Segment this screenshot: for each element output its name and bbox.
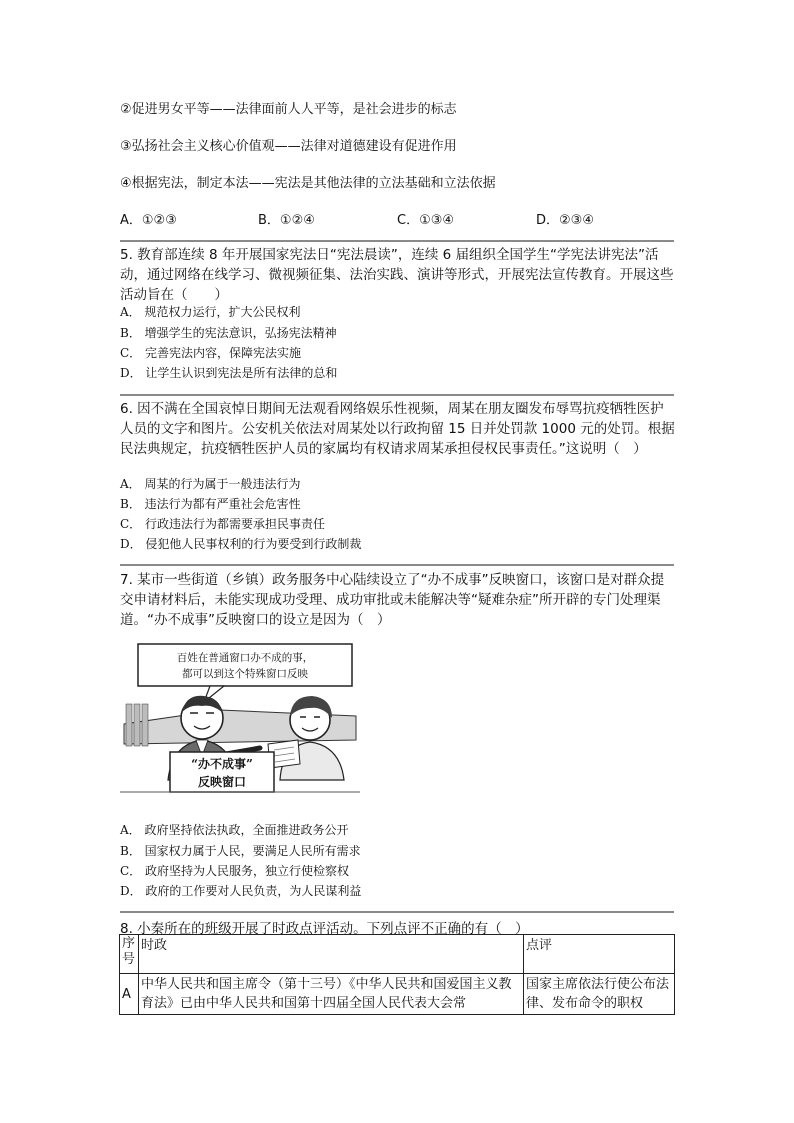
q8-stem: 8. 小秦所在的班级开展了时政点评活动。下列点评不正确的有（ ） — [120, 921, 529, 937]
q6-stem: 6. 因不满在全国哀悼日期间无法观看网络娱乐性视频，周某在朋友圈发布辱骂抗疫牺牲医护人员的文字和图片。公安机关依法对周某处以行政拘留 15 日并处罚款 1000 元的处罚。根据民法典规定，抗疫牺牲医护人员的家属均有权请求周某承担侵权民事责任。”这说明（ ） — [120, 401, 675, 457]
q7-option-d[interactable]: D． 政府的工作要对人民负责，为人民谋利益 — [120, 884, 362, 898]
q5-option-d[interactable]: D． 让学生认识到宪法是所有法律的总和 — [120, 366, 338, 380]
q7-option-a[interactable]: A． 政府坚持依法执政，全面推进政务公开 — [120, 823, 349, 837]
q6-option-c[interactable]: C． 行政违法行为都需要承担民事责任 — [120, 517, 325, 531]
q4-choice-a[interactable]: A．①②③ — [120, 213, 177, 228]
row-event: 中华人民共和国主席令（第十三号）《中华人民共和国爱国主义教育法》已由中华人民共和国第十四届全国人民代表大会常 — [139, 974, 524, 1015]
header-event: 时政 — [139, 935, 524, 974]
q4-choice-b[interactable]: B．①②④ — [258, 213, 315, 228]
cartoon-illustration — [120, 640, 360, 798]
q4-item-2: ②促进男女平等——法律面前人人平等，是社会进步的标志 — [120, 102, 457, 117]
q6-option-d[interactable]: D． 侵犯他人民事权利的行为要受到行政制裁 — [120, 537, 362, 551]
q4-choice-d[interactable]: D．②③④ — [536, 213, 594, 228]
cartoon-sign-line-2: 反映窗口 — [197, 775, 247, 789]
q5-option-c[interactable]: C． 完善宪法内容，保障宪法实施 — [120, 346, 301, 360]
q6-option-a[interactable]: A． 周某的行为属于一般违法行为 — [120, 477, 301, 491]
row-id: A — [120, 974, 139, 1015]
q4-item-3: ③弘扬社会主义核心价值观——法律对道德建设有促进作用 — [120, 139, 457, 154]
q4-item-4: ④根据宪法，制定本法——宪法是其他法律的立法基础和立法依据 — [120, 176, 496, 191]
cartoon-sign-line-1: “办不成事” — [191, 757, 253, 771]
divider — [120, 240, 674, 242]
q7-option-c[interactable]: C． 政府坚持为人民服务，独立行使检察权 — [120, 864, 349, 878]
q5-option-b[interactable]: B． 增强学生的宪法意识，弘扬宪法精神 — [120, 326, 337, 340]
header-comment: 点评 — [524, 935, 675, 974]
cartoon-bubble-line-1: 百姓在普通窗口办不成的事， — [176, 652, 314, 664]
cartoon-bubble-line-2: 都可以到这个特殊窗口反映 — [182, 668, 308, 680]
q8-table — [119, 934, 675, 1015]
q7-stem: 7. 某市一些街道（乡镇）政务服务中心陆续设立了“办不成事”反映窗口，该窗口是对群众提交申请材料后，未能实现成功受理、成功审批或未能解决等“疑难杂症”所开辟的专门处理渠道。“办不成事”反映窗口的设立是因为（ ） — [120, 572, 665, 628]
divider — [120, 564, 674, 566]
q4-choice-c[interactable]: C．①③④ — [397, 213, 455, 228]
table-header-row — [120, 935, 675, 974]
header-id: 序号 — [120, 935, 139, 974]
q6-option-b[interactable]: B． 违法行为都有严重社会危害性 — [120, 497, 301, 511]
divider — [120, 911, 674, 913]
q5-option-a[interactable]: A． 规范权力运行，扩大公民权利 — [120, 305, 301, 319]
row-comment: 国家主席依法行使公布法律、发布命令的职权 — [524, 974, 675, 1015]
divider — [120, 394, 674, 396]
table-row — [120, 974, 675, 1015]
q5-stem: 5. 教育部连续 8 年开展国家宪法日“宪法晨读”，连续 6 届组织全国学生“学宪法讲宪法”活动，通过网络在线学习、微视频征集、法治实践、演讲等形式，开展宪法宣传教育。开展这些活动旨在（ ） — [120, 247, 674, 303]
q7-option-b[interactable]: B． 国家权力属于人民，要满足人民所有需求 — [120, 844, 361, 858]
